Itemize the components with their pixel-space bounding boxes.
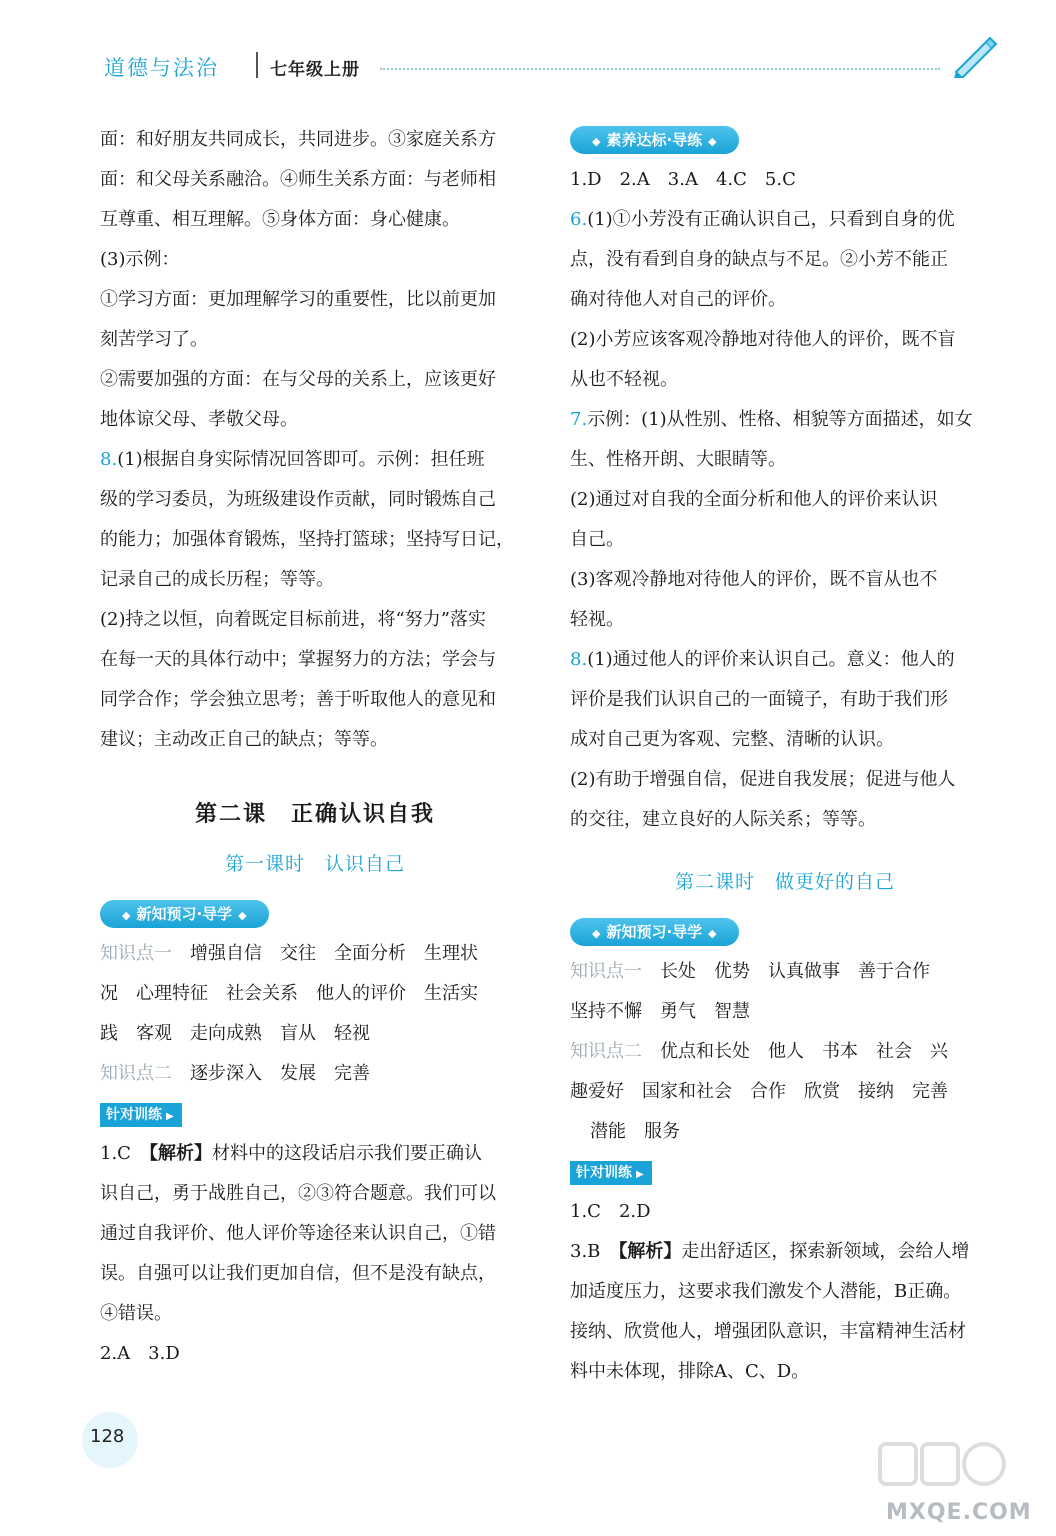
text-line: ②需要加强的方面：在与父母的关系上，应该更好 [100, 369, 496, 390]
right-column [570, 120, 1000, 1392]
answer-line: 轻视。 [570, 609, 624, 630]
tag-label: 针对训练 [576, 1165, 632, 1181]
answer-text: 示例：(1)从性别、性格、相貌等方面描述，如女 [587, 409, 973, 430]
question-number: 8. [570, 649, 588, 670]
answer-line [570, 200, 1000, 240]
answer-line [570, 1232, 1000, 1272]
answer-line: 评价是我们认识自己的一面镜子，有助于我们形 [570, 689, 948, 710]
play-icon: ▶ [166, 1111, 174, 1122]
answer-line: (2)有助于增强自信，促进自我发展；促进与他人 [570, 769, 956, 790]
answer-line: 通过自我评价、他人评价等途径来认识自己，①错 [100, 1223, 496, 1244]
section-pill [100, 900, 269, 928]
text-line: 建议；主动改正自己的缺点；等等。 [100, 729, 388, 750]
diamond-icon: ◆ [708, 927, 717, 940]
knowledge-line: 趣爱好 国家和社会 合作 欣赏 接纳 完善 [570, 1081, 948, 1102]
text-line: 刻苦学习了。 [100, 329, 208, 350]
text-line: 面：和好朋友共同成长，共同进步。③家庭关系方 [100, 129, 496, 150]
answer-line: 自己。 [570, 529, 624, 550]
tag-label: 针对训练 [106, 1107, 162, 1123]
text-line: (2)持之以恒，向着既定目标前进，将“努力”落实 [100, 609, 486, 630]
knowledge-label: 知识点二 [570, 1041, 642, 1062]
text-line: 面：和父母关系融洽。④师生关系方面：与老师相 [100, 169, 496, 190]
knowledge-line [100, 1054, 530, 1094]
pill-label: 新知预习·导学 [606, 923, 703, 941]
text-line: (3)示例： [100, 249, 180, 270]
knowledge-label: 知识点一 [100, 943, 172, 964]
page-number-text: 128 [90, 1426, 125, 1447]
knowledge-text: 长处 优势 认真做事 善于合作 [660, 961, 930, 982]
knowledge-line: 潜能 服务 [590, 1121, 680, 1142]
knowledge-text: 逐步深入 发展 完善 [190, 1063, 370, 1084]
knowledge-line: 坚持不懈 勇气 智慧 [570, 1001, 750, 1022]
answer-line: (2)通过对自我的全面分析和他人的评价来认识 [570, 489, 938, 510]
header-divider [256, 52, 258, 78]
text-line: 在每一天的具体行动中；掌握努力的方法；学会与 [100, 649, 496, 670]
answer-line: ④错误。 [100, 1303, 172, 1324]
answer-line: (2)小芳应该客观冷静地对待他人的评价，既不盲 [570, 329, 956, 350]
text-line: ①学习方面：更加理解学习的重要性，比以前更加 [100, 289, 496, 310]
text-line: 同学合作；学会独立思考；善于听取他人的意见和 [100, 689, 496, 710]
section-pill [570, 126, 739, 154]
knowledge-label: 知识点一 [570, 961, 642, 982]
diamond-icon: ◆ [592, 135, 601, 148]
pencil-icon [950, 36, 998, 78]
answer-text: (1)根据自身实际情况回答即可。示例：担任班 [117, 449, 485, 470]
answer-line: 1.C 2.D [570, 1201, 651, 1222]
answer-text: (1)通过他人的评价来认识自己。意义：他人的 [587, 649, 955, 670]
answer-line [100, 1134, 530, 1174]
question-number: 6. [570, 209, 588, 230]
answer-line [570, 400, 1000, 440]
knowledge-line: 践 客观 走向成熟 盲从 轻视 [100, 1023, 370, 1044]
answer-line [570, 640, 1000, 680]
text-line: 级的学习委员，为班级建设作贡献，同时锻炼自己 [100, 489, 496, 510]
subject-title: 道德与法治 [104, 56, 219, 80]
answer-line: 2.A 3.D [100, 1343, 180, 1364]
knowledge-text: 优点和长处 他人 书本 社会 兴 [660, 1041, 948, 1062]
left-column [100, 120, 530, 1374]
watermark-text: MXQE.COM [886, 1500, 1032, 1525]
knowledge-line [570, 1032, 1000, 1072]
answer-line: 1.D 2.A 3.A 4.C 5.C [570, 169, 796, 190]
answer-text: (1)①小芳没有正确认识自己，只看到自身的优 [587, 209, 955, 230]
diamond-icon: ◆ [122, 909, 131, 922]
answer-line: 加适度压力，这要求我们激发个人潜能，B正确。 [570, 1281, 962, 1302]
page-header [0, 0, 1056, 90]
pill-label: 素养达标·导练 [606, 131, 703, 149]
header-dotted-line [380, 68, 940, 70]
play-icon: ▶ [636, 1169, 644, 1180]
answer-line: (3)客观冷静地对待他人的评价，既不盲从也不 [570, 569, 938, 590]
text-line: 互尊重、相互理解。⑤身体方面：身心健康。 [100, 209, 460, 230]
answer-number: 3.B [570, 1241, 601, 1262]
question-number: 7. [570, 409, 588, 430]
answer-line: 的交往，建立良好的人际关系；等等。 [570, 809, 876, 830]
answer-text: 走出舒适区，探索新领域，会给人增 [681, 1241, 970, 1262]
text-line: 地体谅父母、孝敬父母。 [100, 409, 298, 430]
analysis-tag: 【解析】 [148, 1143, 212, 1164]
knowledge-line: 况 心理特征 社会关系 他人的评价 生活实 [100, 983, 478, 1004]
answer-number: 1.C [100, 1143, 131, 1164]
diamond-icon: ◆ [592, 927, 601, 940]
lesson-title: 第二课 正确认识自我 [194, 801, 435, 827]
practice-tag [570, 1161, 652, 1185]
knowledge-line [100, 934, 530, 974]
text-line: 记录自己的成长历程；等等。 [100, 569, 334, 590]
knowledge-line [570, 952, 1000, 992]
session-title: 第一课时 认识自己 [224, 853, 405, 875]
diamond-icon: ◆ [238, 909, 247, 922]
answer-line: 误。自强可以让我们更加自信，但不是没有缺点， [100, 1263, 496, 1284]
knowledge-label: 知识点二 [100, 1063, 172, 1084]
pill-label: 新知预习·导学 [136, 905, 233, 923]
answer-line: 生、性格开朗、大眼睛等。 [570, 449, 786, 470]
section-pill [570, 918, 739, 946]
knowledge-text: 增强自信 交往 全面分析 生理状 [190, 943, 478, 964]
answer-line: 接纳、欣赏他人，增强团队意识，丰富精神生活材 [570, 1321, 966, 1342]
text-line [100, 440, 530, 480]
question-number: 8. [100, 449, 118, 470]
answer-line: 识自己，勇于战胜自己，②③符合题意。我们可以 [100, 1183, 496, 1204]
page-number [76, 1412, 146, 1468]
answer-line: 点，没有看到自身的缺点与不足。②小芳不能正 [570, 249, 948, 270]
answer-line: 料中未体现，排除A、C、D。 [570, 1361, 810, 1382]
practice-tag [100, 1103, 182, 1127]
session-title: 第二课时 做更好的自己 [674, 871, 895, 893]
answer-line: 确对待他人对自己的评价。 [570, 289, 786, 310]
text-line: 的能力；加强体育锻炼，坚持打篮球；坚持写日记， [100, 529, 514, 550]
diamond-icon: ◆ [708, 135, 717, 148]
grade-label: 七年级上册 [270, 60, 360, 80]
answer-line: 成对自己更为客观、完整、清晰的认识。 [570, 729, 894, 750]
answer-line: 从也不轻视。 [570, 369, 678, 390]
analysis-tag: 【解析】 [618, 1241, 682, 1262]
answer-text: 材料中的这段话启示我们要正确认 [211, 1143, 482, 1164]
